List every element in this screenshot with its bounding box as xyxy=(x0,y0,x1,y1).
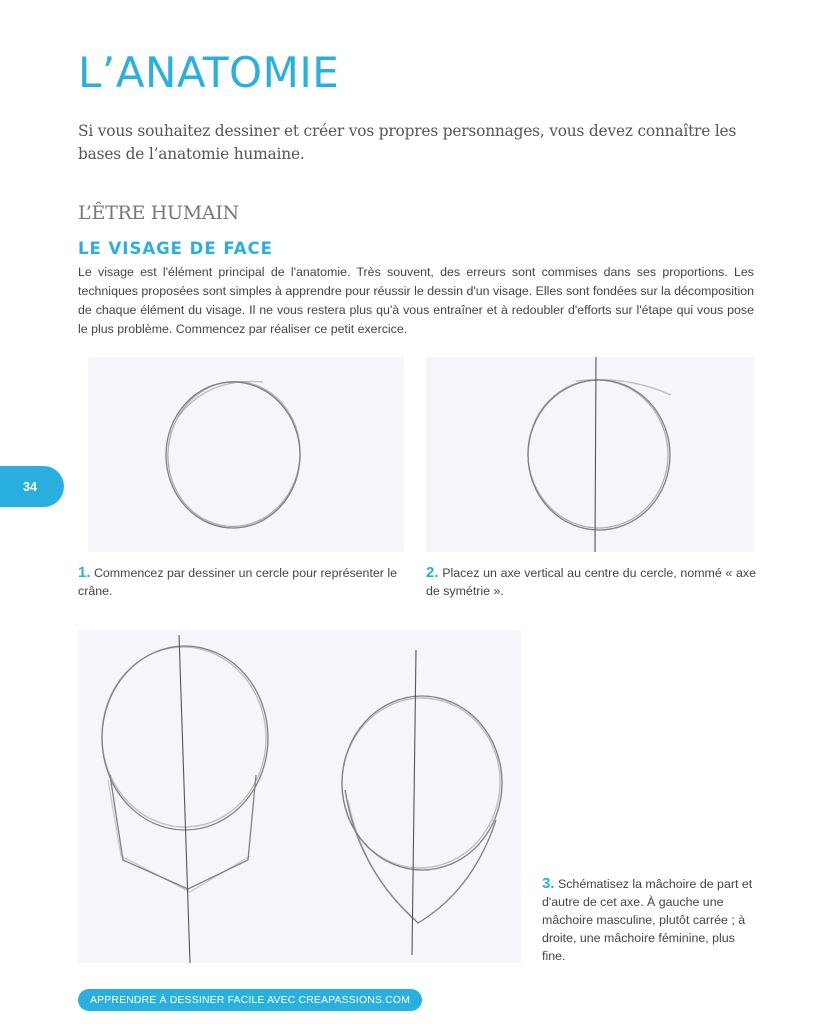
step-2-number: 2. xyxy=(426,564,439,581)
step-3-caption xyxy=(542,875,756,965)
pencil-jaw-sketches-icon xyxy=(78,630,521,963)
page-number-tab xyxy=(0,466,64,507)
intro-paragraph: Si vous souhaitez dessiner et créer vos propres personnages, vous devez connaître les bases de l’anatomie humaine. xyxy=(78,122,737,163)
pencil-circle-axis-sketch-icon xyxy=(426,357,754,552)
step-2-text: Placez un axe vertical au centre du cercle, nommé « axe de symétrie ». xyxy=(426,566,756,598)
figure-step-1-circle xyxy=(88,357,404,552)
step-1-text: Commencez par dessiner un cercle pour représenter le crâne. xyxy=(78,566,397,598)
subsection-heading: LE VISAGE DE FACE xyxy=(78,239,273,258)
section-body-text: Le visage est l'élément principal de l'anatomie. Très souvent, des erreurs sont commises dans ses proportions. Les techniques proposées sont simples à apprendre pour réussir le dessin d'un visage. Elles sont fondées sur la décomposition de chaque élément du visage. Il ne vous restera plus qu'à vous entraîner et à redoubler d'efforts sur l'étape qui vous pose le plus problème. Commencez par réaliser ce petit exercice. xyxy=(78,265,754,336)
footer-label: APPRENDRE À DESSINER FACILE AVEC CREAPASSIONS.COM xyxy=(90,994,411,1006)
page-number: 34 xyxy=(23,479,37,494)
step-3-number: 3. xyxy=(542,875,555,892)
figure-step-3-jaws xyxy=(78,630,521,963)
step-1-caption xyxy=(78,564,408,600)
step-1-number: 1. xyxy=(78,564,91,581)
section-heading: L’ÊTRE HUMAIN xyxy=(78,202,239,224)
figure-step-2-circle-axis xyxy=(426,357,754,552)
page-title: L’ANATOMIE xyxy=(78,48,340,97)
pencil-circle-sketch-icon xyxy=(88,357,404,552)
step-3-text: Schématisez la mâchoire de part et d'autre de cet axe. À gauche une mâchoire masculine, plutôt carrée ; à droite, une mâchoire féminine, plus fine. xyxy=(542,877,753,963)
footer-banner xyxy=(78,989,422,1011)
step-2-caption xyxy=(426,564,756,600)
